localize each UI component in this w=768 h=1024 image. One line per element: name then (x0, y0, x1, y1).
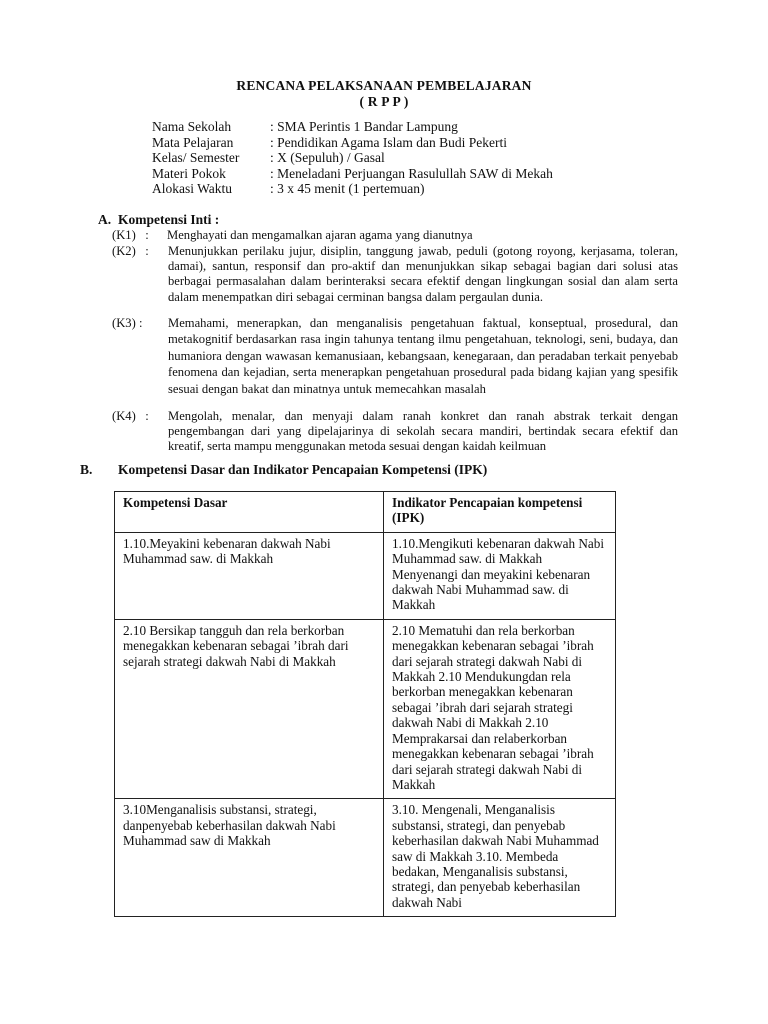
ki-code-label: (K1) (112, 228, 136, 242)
section-letter: B. (80, 462, 93, 477)
ki-item-k4 (112, 409, 678, 455)
section-title: Kompetensi Inti : (118, 212, 220, 227)
table-row (115, 619, 616, 798)
header-ipk: Indikator Pencapaian kompetensi (IPK) (384, 492, 616, 533)
ki-separator: : (138, 316, 143, 330)
info-value: : X (Sepuluh) / Gasal (270, 150, 385, 166)
competency-table (114, 491, 616, 917)
info-row (152, 119, 553, 135)
table-header-row (115, 492, 616, 533)
info-label: Materi Pokok (152, 165, 226, 181)
ki-code (112, 244, 149, 259)
identity-info (152, 119, 553, 197)
info-label: Alokasi Waktu (152, 181, 233, 197)
ki-code-label: (K4) (112, 409, 136, 423)
document-title: RENCANA PELAKSANAAN PEMBELAJARAN (236, 78, 532, 93)
info-value: : 3 x 45 menit (1 pertemuan) (270, 181, 425, 197)
info-label: Nama Sekolah (152, 119, 232, 134)
ki-separator: : (145, 409, 149, 423)
table-row (115, 799, 616, 917)
ki-code-label: (K2) (112, 244, 136, 258)
ki-separator: : (145, 244, 149, 258)
ki-item-k3 (112, 315, 678, 397)
header-kompetensi-dasar: Kompetensi Dasar (115, 492, 384, 533)
info-row (152, 135, 553, 151)
ki-code (112, 315, 142, 331)
info-label: Mata Pelajaran (152, 134, 234, 150)
info-value: : Pendidikan Agama Islam dan Budi Pekerti (270, 134, 507, 150)
info-value: : Meneladani Perjuangan Rasulullah SAW di Mekah (270, 165, 553, 181)
ki-separator: : (145, 228, 149, 242)
ki-code-label: (K3) (112, 316, 136, 330)
ki-text: Menghayati dan mengamalkan ajaran agama yang dianutnya (167, 228, 473, 242)
ki-text: Menunjukkan perilaku jujur, disiplin, tanggung jawab, peduli (gotong royong, kerjasama, toleran, damai), santun, responsif dan pro-aktif dan menunjukkan sikap sebagai bagian dari solusi atas berbagai permasalahan dalam berinteraksi secara efektif dengan lingkungan sosial dan alam serta dalam menempatkan diri sebagai cerminan bangsa dalam pergaulan dunia. (168, 244, 678, 304)
info-row (152, 166, 553, 182)
kd-cell: 3.10Menganalisis substansi, strategi, danpenyebab keberhasilan dakwah Nabi Muhammad saw di Makkah (115, 799, 384, 917)
ki-code (112, 228, 149, 243)
ipk-cell: 2.10 Mematuhi dan rela berkorban menegakkan kebenaran sebagai ’ibrah dari sejarah strategi dakwah Nabi di Makkah 2.10 Mendukungdan rela berkorban menegakkan kebenaran sebagai ’ibrah dari sejarah strategi dakwah Nabi di Makkah 2.10 Memprakarsai dan relaberkorban menegakkan kebenaran sebagai ’ibrah dari sejarah strategi dakwah Nabi di Makkah (384, 619, 616, 798)
ipk-cell: 3.10. Mengenali, Menganalisis substansi, strategi, dan penyebab keberhasilan dakwah Nabi Muhammad saw di Makkah 3.10. Membeda bedakan, Menganalisis substansi, strategi, dan penyebab keberhasilan dakwah Nabi (384, 799, 616, 917)
info-row (152, 181, 553, 197)
ipk-cell: 1.10.Mengikuti kebenaran dakwah Nabi Muhammad saw. di Makkah Menyenangi dan meyakini kebenaran dakwah Nabi Muhammad saw. di Makkah (384, 532, 616, 619)
section-title: Kompetensi Dasar dan Indikator Pencapaian Kompetensi (IPK) (118, 462, 488, 477)
ki-item-k1 (112, 228, 678, 243)
table-row (115, 532, 616, 619)
document-subtitle: ( R P P ) (359, 94, 409, 109)
ki-text: Mengolah, menalar, dan menyaji dalam ranah konkret dan ranah abstrak terkait dengan pengembangan dari yang dipelajarinya di sekolah secara mandiri, bertindak secara efektif dan kreatif, serta mampu menggunakan metoda sesuai dengan kaidah keilmuan (168, 409, 678, 454)
section-b-heading (80, 462, 487, 478)
section-letter: A. (98, 212, 112, 227)
ki-code (112, 409, 149, 424)
info-label: Kelas/ Semester (152, 150, 240, 166)
kd-cell: 2.10 Bersikap tangguh dan rela berkorban menegakkan kebenaran sebagai ’ibrah dari sejarah strategi dakwah Nabi di Makkah (115, 619, 384, 798)
info-value: : SMA Perintis 1 Bandar Lampung (270, 119, 458, 134)
kd-cell: 1.10.Meyakini kebenaran dakwah Nabi Muhammad saw. di Makkah (115, 532, 384, 619)
section-a-heading (98, 212, 219, 228)
ki-text: Memahami, menerapkan, dan menganalisis pengetahuan faktual, konseptual, prosedural, dan metakognitif berdasarkan rasa ingin tahunya tentang ilmu pengetahuan, teknologi, seni, budaya, dan humaniora dengan wawasan kemanusiaan, kebangsaan, kenegaraan, dan peradaban terkait penyebab fenomena dan kejadian, serta menerapkan pengetahuan prosedural pada bidang kajian yang spesifik sesuai dengan bakat dan minatnya untuk memecahkan masalah (168, 316, 678, 396)
ki-item-k2 (112, 244, 678, 305)
info-row (152, 150, 553, 166)
